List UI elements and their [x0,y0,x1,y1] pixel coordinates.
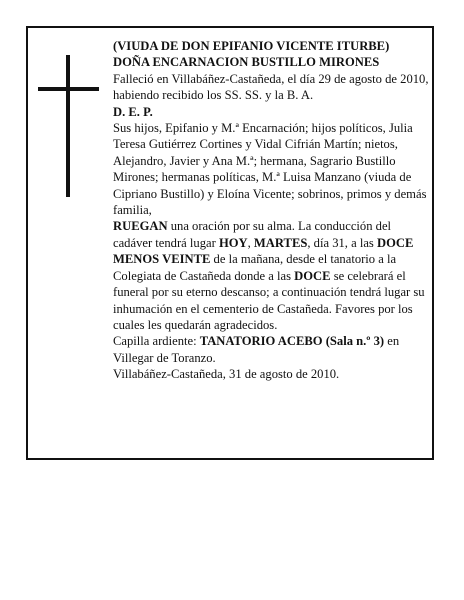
ceremony-text-4: se celebrará el funeral por su eterno descanso; a continuación tendrá lugar su inhumación en el cementerio de Castañeda. Favores por los cuales les quedarán agradecidos. [113,268,425,332]
obituary-text [113,38,429,383]
funeral-time: DOCE [294,268,331,283]
cross-icon [66,55,70,197]
ruegan: RUEGAN [113,219,168,234]
signoff: Villabáñez-Castañeda, 31 de agosto de 2010. [113,367,340,382]
ceremony-paragraph [113,218,429,333]
heading-widow: (VIUDA DE DON EPIFANIO VICENTE ITURBE) [113,39,390,53]
chapel-label: Capilla ardiente: [113,334,200,349]
heading-name: DOÑA ENCARNACION BUSTILLO MIRONES [113,55,380,70]
dep: D. E. P. [113,104,153,119]
martes: MARTES [253,235,308,250]
death-notice: Falleció en Villabáñez-Castañeda, el día 29 de agosto de 2010, habiendo recibido los SS. SS. y la B. A. [113,71,429,103]
ceremony-text-3: de la mañana, desde el tanatorio a la Colegiata de Castañeda donde a las [113,252,397,283]
ceremony-text-2: , día 31, a las [307,235,377,250]
chapel-name: TANATORIO ACEBO (Sala n.º 3) [199,334,385,349]
comma: , [247,235,254,250]
ceremony-time: DOCE MENOS VEINTE [113,235,414,267]
chapel-location: en Villegar de Toranzo. [113,334,400,365]
chapel-line [113,333,429,366]
family-list: Sus hijos, Epifanio y M.ª Encarnación; hijos políticos, Julia Teresa Gutiérrez Cortines y Vidal Cifrián Martín; nietos, Alejandro, Javier y Ana M.ª; hermana, Sagrario Bustillo Mirones; hermanas políticas, M.ª Luisa Manzano (viuda de Cipriano Bustillo) y Eloína Vicente; sobrinos, primos y demás familia, [113,121,427,218]
cross-icon-bar [38,87,99,91]
ceremony-text-1: una oración por su alma. La conducción del cadáver tendrá lugar [113,219,392,250]
hoy: HOY [218,235,248,250]
